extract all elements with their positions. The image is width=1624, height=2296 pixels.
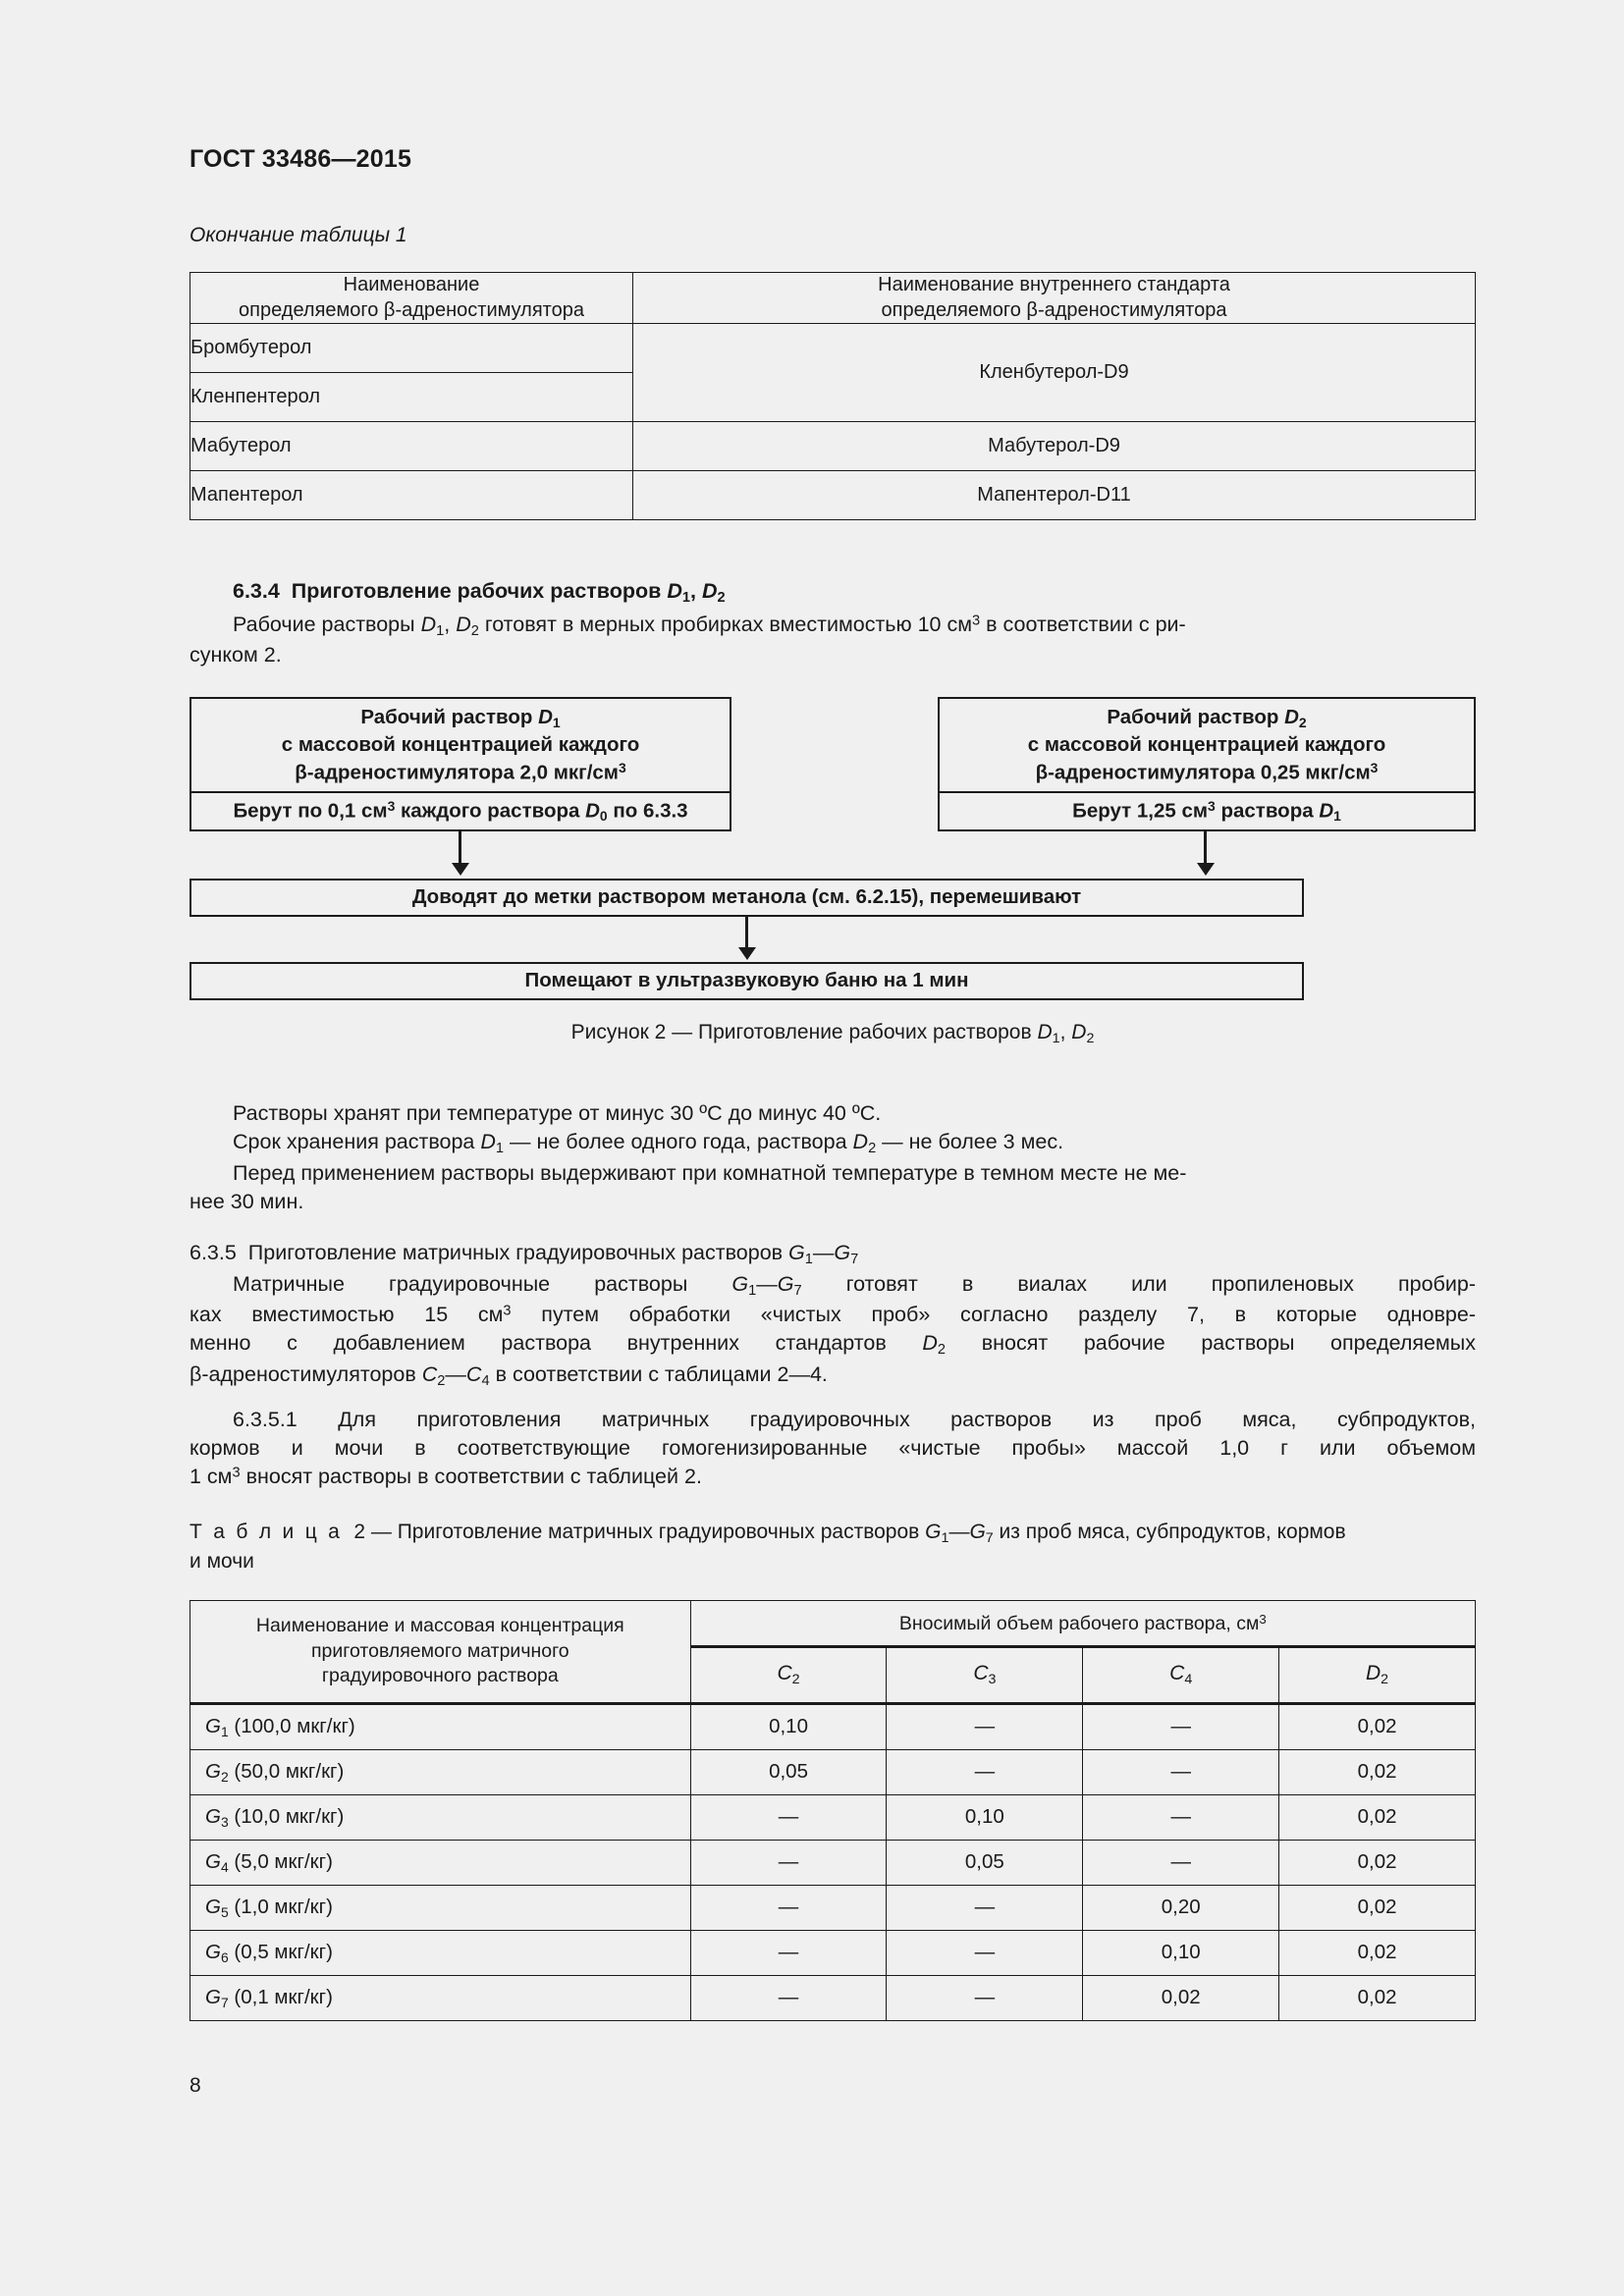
table2-cell-c2: 0,05 <box>690 1749 887 1794</box>
var-d: D <box>456 612 471 636</box>
table2-cell-c2: — <box>690 1885 887 1930</box>
table2-cell-conc: (10,0 мкг/кг) <box>228 1804 345 1828</box>
var-g-sub: 7 <box>985 1529 994 1546</box>
standard-header: ГОСТ 33486—2015 <box>189 145 412 173</box>
body-text: в соответствии с ри- <box>980 612 1186 636</box>
table1-header-col2-line1: Наименование внутреннего стандарта <box>878 274 1230 295</box>
table2-cell-c4: — <box>1083 1749 1279 1794</box>
table2-header-volume <box>690 1601 1475 1647</box>
flowchart-box-d1-footer <box>191 791 730 829</box>
body-text: β-адреностимуляторов <box>189 1362 422 1387</box>
table-row <box>190 471 1476 520</box>
section-6351-line1 <box>189 1406 1476 1434</box>
body-text: менно с добавлением раствора внутренних стандартов <box>189 1331 923 1356</box>
var-g: G <box>834 1241 851 1264</box>
var-d-sub: 1 <box>495 1140 505 1156</box>
var-c: C <box>465 1362 482 1387</box>
table2-cell-name <box>190 1930 691 1975</box>
box-d2-line2: с массовой концентрацией каждого <box>1027 733 1386 757</box>
caption-comma: , <box>1059 1021 1072 1043</box>
var-g-sub: 2 <box>220 1768 229 1785</box>
table2-cell-name <box>190 1794 691 1840</box>
table2-cell-name <box>190 1703 691 1749</box>
figure2-flowchart <box>189 697 1476 1000</box>
table1-cell-name: Бромбутерол <box>190 324 633 373</box>
var-g: G <box>205 1804 221 1828</box>
box-d1-footer-post: по 6.3.3 <box>607 799 688 823</box>
var-d: D <box>585 799 600 823</box>
section-635-title-text: Приготовление матричных градуировочных растворов <box>247 1241 789 1264</box>
var-g: G <box>205 1714 221 1737</box>
var-g: G <box>205 1940 221 1963</box>
table2-cell-conc: (5,0 мкг/кг) <box>228 1849 333 1873</box>
table-row <box>190 422 1476 471</box>
table1 <box>189 272 1476 520</box>
after-figure-paragraphs <box>189 1099 1476 1215</box>
var-g-sub: 3 <box>220 1813 229 1830</box>
table1-cell-standard: Мабутерол-D9 <box>633 422 1476 471</box>
box-d1-line1: Рабочий раствор <box>360 706 539 728</box>
superscript-3: 3 <box>1208 798 1216 815</box>
table2-wrapper <box>189 1600 1476 2021</box>
var-d-sub: 2 <box>1086 1030 1095 1046</box>
box-d2-footer-mid: раствора <box>1215 799 1320 823</box>
table2-cell-name <box>190 1840 691 1885</box>
flowchart-box-d2-body <box>940 699 1474 791</box>
table2-cell-d2: 0,02 <box>1279 1794 1476 1840</box>
table-row <box>190 1885 1476 1930</box>
table2-header-left-line1: Наименование и массовая концентрация <box>255 1615 624 1637</box>
var-g-sub: 7 <box>850 1252 859 1268</box>
var-d: D <box>852 1129 869 1153</box>
arrow-head-center <box>738 947 756 960</box>
table2-cell-conc: (0,5 мкг/кг) <box>228 1940 333 1963</box>
table2-cell-c2: 0,10 <box>690 1703 887 1749</box>
storage-temperature-paragraph: Растворы хранят при температуре от минус 30 ºС до минус 40 ºС. <box>233 1101 882 1125</box>
flowchart-top-row <box>189 697 1476 831</box>
table2-caption-number: 2 <box>353 1521 365 1543</box>
var-d: D <box>1366 1661 1381 1684</box>
flowchart-wide2-wrap <box>189 962 1476 1000</box>
table-row <box>190 1794 1476 1840</box>
superscript-3: 3 <box>387 798 396 815</box>
section-635-body-line3 <box>189 1329 1476 1361</box>
var-d: D <box>1319 799 1334 823</box>
table2-cell-c3: — <box>887 1885 1083 1930</box>
range-dash: — <box>812 1241 835 1264</box>
flowchart-box-d1-body <box>191 699 730 791</box>
flowchart-box-methanol: Доводят до метки раствором метанола (см. 6.2.15), перемешивают <box>189 879 1304 917</box>
figure2-caption <box>189 1021 1476 1046</box>
var-g-sub: 6 <box>220 1949 229 1965</box>
var-d: D <box>1284 706 1299 728</box>
body-text: вносят рабочие растворы определяемых <box>946 1331 1476 1356</box>
box-d1-line2: с массовой концентрацией каждого <box>281 733 640 757</box>
flowchart-arrows-row2 <box>189 917 1476 962</box>
var-c-sub: 4 <box>1184 1671 1193 1687</box>
var-g: G <box>969 1521 986 1543</box>
flowchart-box-d1 <box>189 697 731 831</box>
section-634-title-text: Приготовление рабочих растворов <box>291 579 668 603</box>
var-d-sub: 2 <box>470 622 479 639</box>
table1-cell-standard: Кленбутерол-D9 <box>633 324 1476 422</box>
body-text: готовят в виалах или пропиленовых пробир- <box>801 1271 1476 1296</box>
table2-subheader-c3 <box>887 1646 1083 1703</box>
table1-header-col2-line2: определяемого β-адреностимулятора <box>881 298 1227 321</box>
flowchart-box-d2-footer <box>940 791 1474 829</box>
table2-header-row-1 <box>190 1601 1476 1647</box>
table2-cell-c4: — <box>1083 1703 1279 1749</box>
var-d-sub: 1 <box>681 590 691 607</box>
var-d: D <box>1071 1021 1087 1043</box>
var-g-sub: 1 <box>220 1723 229 1739</box>
var-d-sub: 2 <box>937 1342 947 1359</box>
shelf-life-paragraph <box>189 1128 1476 1159</box>
table1-cell-name: Мапентерол <box>190 471 633 520</box>
body-text: вносят растворы в соответствии с таблицей 2. <box>240 1464 702 1488</box>
table2-cell-conc: (1,0 мкг/кг) <box>228 1895 333 1918</box>
table2-cell-d2: 0,02 <box>1279 1975 1476 2020</box>
table2-cell-c3: — <box>887 1930 1083 1975</box>
superscript-3: 3 <box>618 759 626 775</box>
page-number: 8 <box>189 2074 201 2097</box>
table2-cell-c4: — <box>1083 1840 1279 1885</box>
figure2-caption-text: Рисунок 2 — Приготовление рабочих растворов <box>570 1021 1038 1043</box>
section-6351-line3 <box>189 1463 1476 1491</box>
table2-caption-label: Т а б л и ц а <box>189 1521 343 1543</box>
var-g: G <box>205 1759 221 1783</box>
table2-cell-conc: (0,1 мкг/кг) <box>228 1985 333 2008</box>
table2-cell-c2: — <box>690 1930 887 1975</box>
var-g-sub: 7 <box>793 1282 802 1299</box>
table2-cell-c3: 0,10 <box>887 1794 1083 1840</box>
table2-header-left <box>190 1601 691 1704</box>
var-g: G <box>731 1271 749 1296</box>
var-g: G <box>205 1985 221 2008</box>
table2-subheader-d2 <box>1279 1646 1476 1703</box>
var-d: D <box>420 612 437 636</box>
var-g: G <box>788 1241 805 1264</box>
var-c: C <box>421 1362 438 1387</box>
arrow-line-center <box>745 917 748 949</box>
table2-header-left-line3: градуировочного раствора <box>321 1665 559 1687</box>
superscript-3: 3 <box>1370 759 1379 775</box>
var-c: C <box>1169 1661 1185 1684</box>
table2-cell-c4: 0,20 <box>1083 1885 1279 1930</box>
var-g: G <box>925 1521 942 1543</box>
table-row <box>190 1930 1476 1975</box>
table2-cell-c3: — <box>887 1749 1083 1794</box>
section-6351 <box>189 1406 1476 1491</box>
arrow-line-left <box>459 831 461 865</box>
var-c: C <box>973 1661 989 1684</box>
arrow-line-right <box>1204 831 1207 865</box>
var-d: D <box>667 579 682 603</box>
section-635-body-line2 <box>189 1301 1476 1329</box>
table2-cell-conc: (50,0 мкг/кг) <box>228 1759 345 1783</box>
var-g-sub: 4 <box>220 1858 229 1875</box>
table2-cell-c3: — <box>887 1703 1083 1749</box>
pre-use-paragraph: Перед применением растворы выдерживают при комнатной температуре в темном месте не ме- <box>233 1160 1187 1185</box>
table-row <box>190 324 1476 373</box>
table1-header-row <box>190 273 1476 324</box>
var-d-sub: 1 <box>436 622 445 639</box>
var-g-sub: 5 <box>220 1903 229 1920</box>
var-g-sub: 1 <box>941 1529 949 1546</box>
table1-header-col1-line1: Наименование <box>343 274 480 295</box>
table2-cell-c3: — <box>887 1975 1083 2020</box>
table2-caption <box>189 1519 1476 1576</box>
table1-cell-name: Кленпентерол <box>190 373 633 422</box>
shelf-life-pre: Срок хранения раствора <box>233 1129 481 1153</box>
arrow-head-left <box>452 863 469 876</box>
table2-caption-text: Приготовление матричных градуировочных растворов <box>397 1521 926 1543</box>
var-d-sub: 1 <box>552 714 561 730</box>
table1-cell-name: Мабутерол <box>190 422 633 471</box>
table2-cell-d2: 0,02 <box>1279 1703 1476 1749</box>
var-c: C <box>777 1661 792 1684</box>
table2-header-volume-text: Вносимый объем рабочего раствора, см <box>898 1612 1260 1634</box>
table2-cell-conc: (100,0 мкг/кг) <box>228 1714 355 1737</box>
table-row <box>190 1749 1476 1794</box>
var-d: D <box>701 579 718 603</box>
table1-caption: Окончание таблицы 1 <box>189 224 407 246</box>
superscript-3: 3 <box>232 1465 241 1481</box>
shelf-life-post: — не более 3 мес. <box>876 1129 1064 1153</box>
section-634-title <box>189 577 1476 609</box>
table2-subheader-c4 <box>1083 1646 1279 1703</box>
var-c-sub: 2 <box>437 1373 446 1390</box>
table1-header-col2 <box>633 273 1476 324</box>
table-row <box>190 1703 1476 1749</box>
var-g-sub: 1 <box>748 1282 757 1299</box>
table-row <box>190 1840 1476 1885</box>
section-6351-line2: кормов и мочи в соответствующие гомогенизированные «чистые пробы» массой 1,0 г или объемом <box>189 1435 1476 1460</box>
var-d: D <box>922 1331 938 1356</box>
body-text: 1 см <box>189 1464 233 1488</box>
var-d-sub: 2 <box>868 1140 877 1156</box>
var-c-sub: 3 <box>988 1671 997 1687</box>
section-635-body-line1 <box>189 1270 1476 1302</box>
section-635-title <box>189 1239 1476 1270</box>
table2-cell-c2: — <box>690 1794 887 1840</box>
table-row <box>190 1975 1476 2020</box>
title-comma: , <box>690 579 702 603</box>
range-dash: — <box>948 1521 970 1543</box>
body-text: путем обработки «чистых проб» согласно разделу 7, в которые одновре- <box>511 1303 1476 1327</box>
section-635-number: 6.3.5 <box>189 1241 237 1264</box>
table2-cell-d2: 0,02 <box>1279 1840 1476 1885</box>
table1-header-col1-line2: определяемого β-адреностимулятора <box>239 298 584 321</box>
section-6351-number: 6.3.5.1 <box>233 1408 298 1431</box>
var-d-sub: 2 <box>1298 714 1307 730</box>
var-d-sub: 0 <box>599 808 608 825</box>
var-d: D <box>538 706 553 728</box>
table2-header-left-line2: приготовляемого матричного <box>310 1639 569 1662</box>
section-635-body-line4 <box>189 1361 1476 1392</box>
flowchart-box-d2 <box>938 697 1476 831</box>
var-c-sub: 2 <box>791 1671 800 1687</box>
table2-cell-d2: 0,02 <box>1279 1885 1476 1930</box>
table1-header-col1 <box>190 273 633 324</box>
range-dash: — <box>445 1362 466 1387</box>
table2-caption-post: из проб мяса, субпродуктов, кормов <box>993 1521 1346 1543</box>
var-d: D <box>1037 1021 1053 1043</box>
var-d: D <box>480 1129 496 1153</box>
flowchart-arrows-row1 <box>189 831 1476 879</box>
table2-cell-c2: — <box>690 1840 887 1885</box>
table2 <box>189 1600 1476 2021</box>
var-g: G <box>205 1849 221 1873</box>
body-text: в соответствии с таблицами 2—4. <box>489 1362 828 1387</box>
section-6351-text: Для приготовления матричных градуировочных растворов из проб мяса, субпродуктов, <box>338 1408 1476 1431</box>
section-634 <box>189 577 1476 669</box>
var-c-sub: 4 <box>481 1373 490 1390</box>
table2-cell-c4: — <box>1083 1794 1279 1840</box>
body-text: Матричные градуировочные растворы <box>233 1271 732 1296</box>
box-d1-line3: β-адреностимулятора 2,0 мкг/см <box>295 760 619 783</box>
superscript-3: 3 <box>503 1303 512 1319</box>
table2-cell-c4: 0,10 <box>1083 1930 1279 1975</box>
section-634-body-cont: сунком 2. <box>189 643 282 667</box>
shelf-life-mid: — не более одного года, раствора <box>504 1129 853 1153</box>
box-d2-footer-pre: Берут 1,25 см <box>1072 799 1209 823</box>
pre-use-paragraph-cont: нее 30 мин. <box>189 1189 304 1213</box>
table2-cell-c2: — <box>690 1975 887 2020</box>
body-text: ках вместимостью 15 см <box>189 1303 504 1327</box>
table2-subheader-c2 <box>690 1646 887 1703</box>
body-text: Рабочие растворы <box>233 612 421 636</box>
section-634-body <box>189 611 1476 642</box>
section-635 <box>189 1239 1476 1392</box>
var-d-sub: 1 <box>1333 808 1341 825</box>
box-d2-line3: β-адреностимулятора 0,25 мкг/см <box>1035 760 1371 783</box>
var-d-sub: 1 <box>1052 1030 1060 1046</box>
caption-dash: — <box>370 1521 392 1543</box>
var-g: G <box>777 1271 794 1296</box>
box-d2-line1: Рабочий раствор <box>1107 706 1285 728</box>
arrow-head-right <box>1197 863 1215 876</box>
superscript-3: 3 <box>972 613 981 629</box>
flowchart-wide1-wrap <box>189 879 1476 917</box>
var-d-sub: 2 <box>717 590 726 607</box>
body-text: готовят в мерных пробирках вместимостью 10 см <box>478 612 973 636</box>
table2-cell-name <box>190 1885 691 1930</box>
range-dash: — <box>756 1271 778 1296</box>
table2-caption-line2: и мочи <box>189 1550 254 1574</box>
var-d-sub: 2 <box>1380 1671 1389 1687</box>
table1-cell-standard: Мапентерол-D11 <box>633 471 1476 520</box>
flowchart-box-ultrasonic: Помещают в ультразвуковую баню на 1 мин <box>189 962 1304 1000</box>
table2-cell-d2: 0,02 <box>1279 1749 1476 1794</box>
table2-cell-c4: 0,02 <box>1083 1975 1279 2020</box>
box-d1-footer-mid: каждого раствора <box>395 799 586 823</box>
section-634-number: 6.3.4 <box>233 579 280 603</box>
table1-wrapper <box>189 272 1476 520</box>
var-g-sub: 7 <box>220 1994 229 2010</box>
table2-cell-name <box>190 1975 691 2020</box>
table2-cell-d2: 0,02 <box>1279 1930 1476 1975</box>
box-d1-footer-pre: Берут по 0,1 см <box>233 799 388 823</box>
table2-cell-name <box>190 1749 691 1794</box>
superscript-3: 3 <box>1259 1612 1267 1627</box>
var-g-sub: 1 <box>804 1252 813 1268</box>
table2-cell-c3: 0,05 <box>887 1840 1083 1885</box>
body-text: , <box>444 612 457 636</box>
var-g: G <box>205 1895 221 1918</box>
